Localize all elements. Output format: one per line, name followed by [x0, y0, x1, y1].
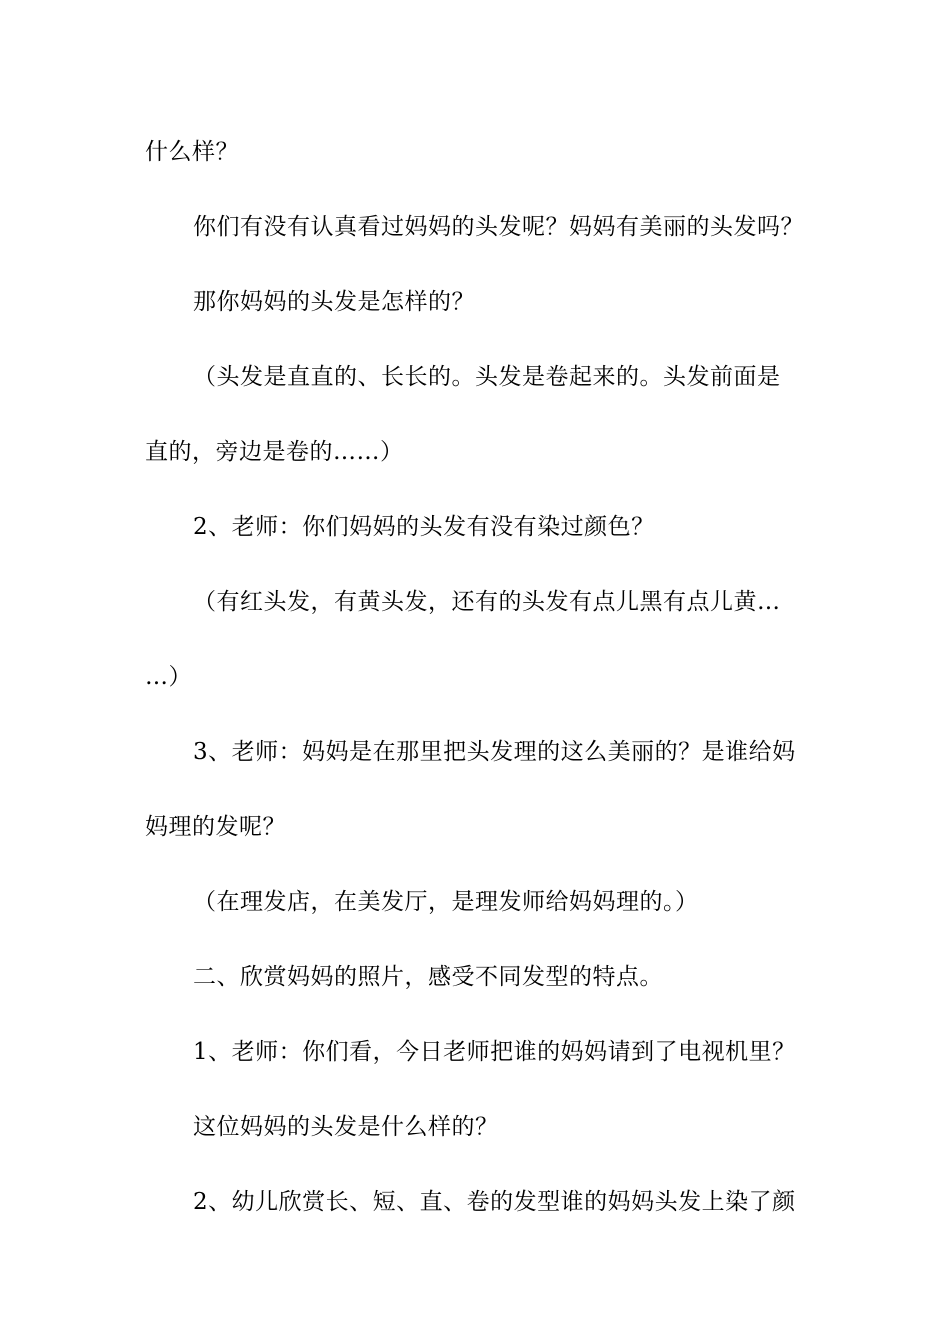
text-line: …）: [145, 664, 192, 690]
text-line: 这位妈妈的头发是什么样的？: [193, 1114, 499, 1140]
text-line: （头发是直直的、长长的。头发是卷起来的。头发前面是: [193, 364, 781, 390]
text-line: （有红头发，有黄头发，还有的头发有点儿黑有点儿黄…: [193, 589, 781, 615]
text-line: 2、老师：你们妈妈的头发有没有染过颜色？: [193, 514, 655, 540]
text-line: 2、幼儿欣赏长、短、直、卷的发型谁的妈妈头发上染了颜: [193, 1189, 796, 1215]
text-line: 什么样？: [145, 139, 239, 165]
text-line: 1、老师：你们看，今日老师把谁的妈妈请到了电视机里？: [193, 1039, 796, 1065]
section-heading: 二、欣赏妈妈的照片，感受不同发型的特点。: [193, 964, 663, 990]
text-line: 3、老师：妈妈是在那里把头发理的这么美丽的？是谁给妈: [193, 739, 796, 765]
text-line: 你们有没有认真看过妈妈的头发呢？妈妈有美丽的头发吗？: [193, 214, 804, 240]
text-line: 妈理的发呢？: [145, 814, 286, 840]
text-line: 直的，旁边是卷的……）: [145, 439, 404, 465]
text-line: 那你妈妈的头发是怎样的？: [193, 289, 475, 315]
text-line: （在理发店，在美发厅，是理发师给妈妈理的。）: [193, 889, 699, 915]
